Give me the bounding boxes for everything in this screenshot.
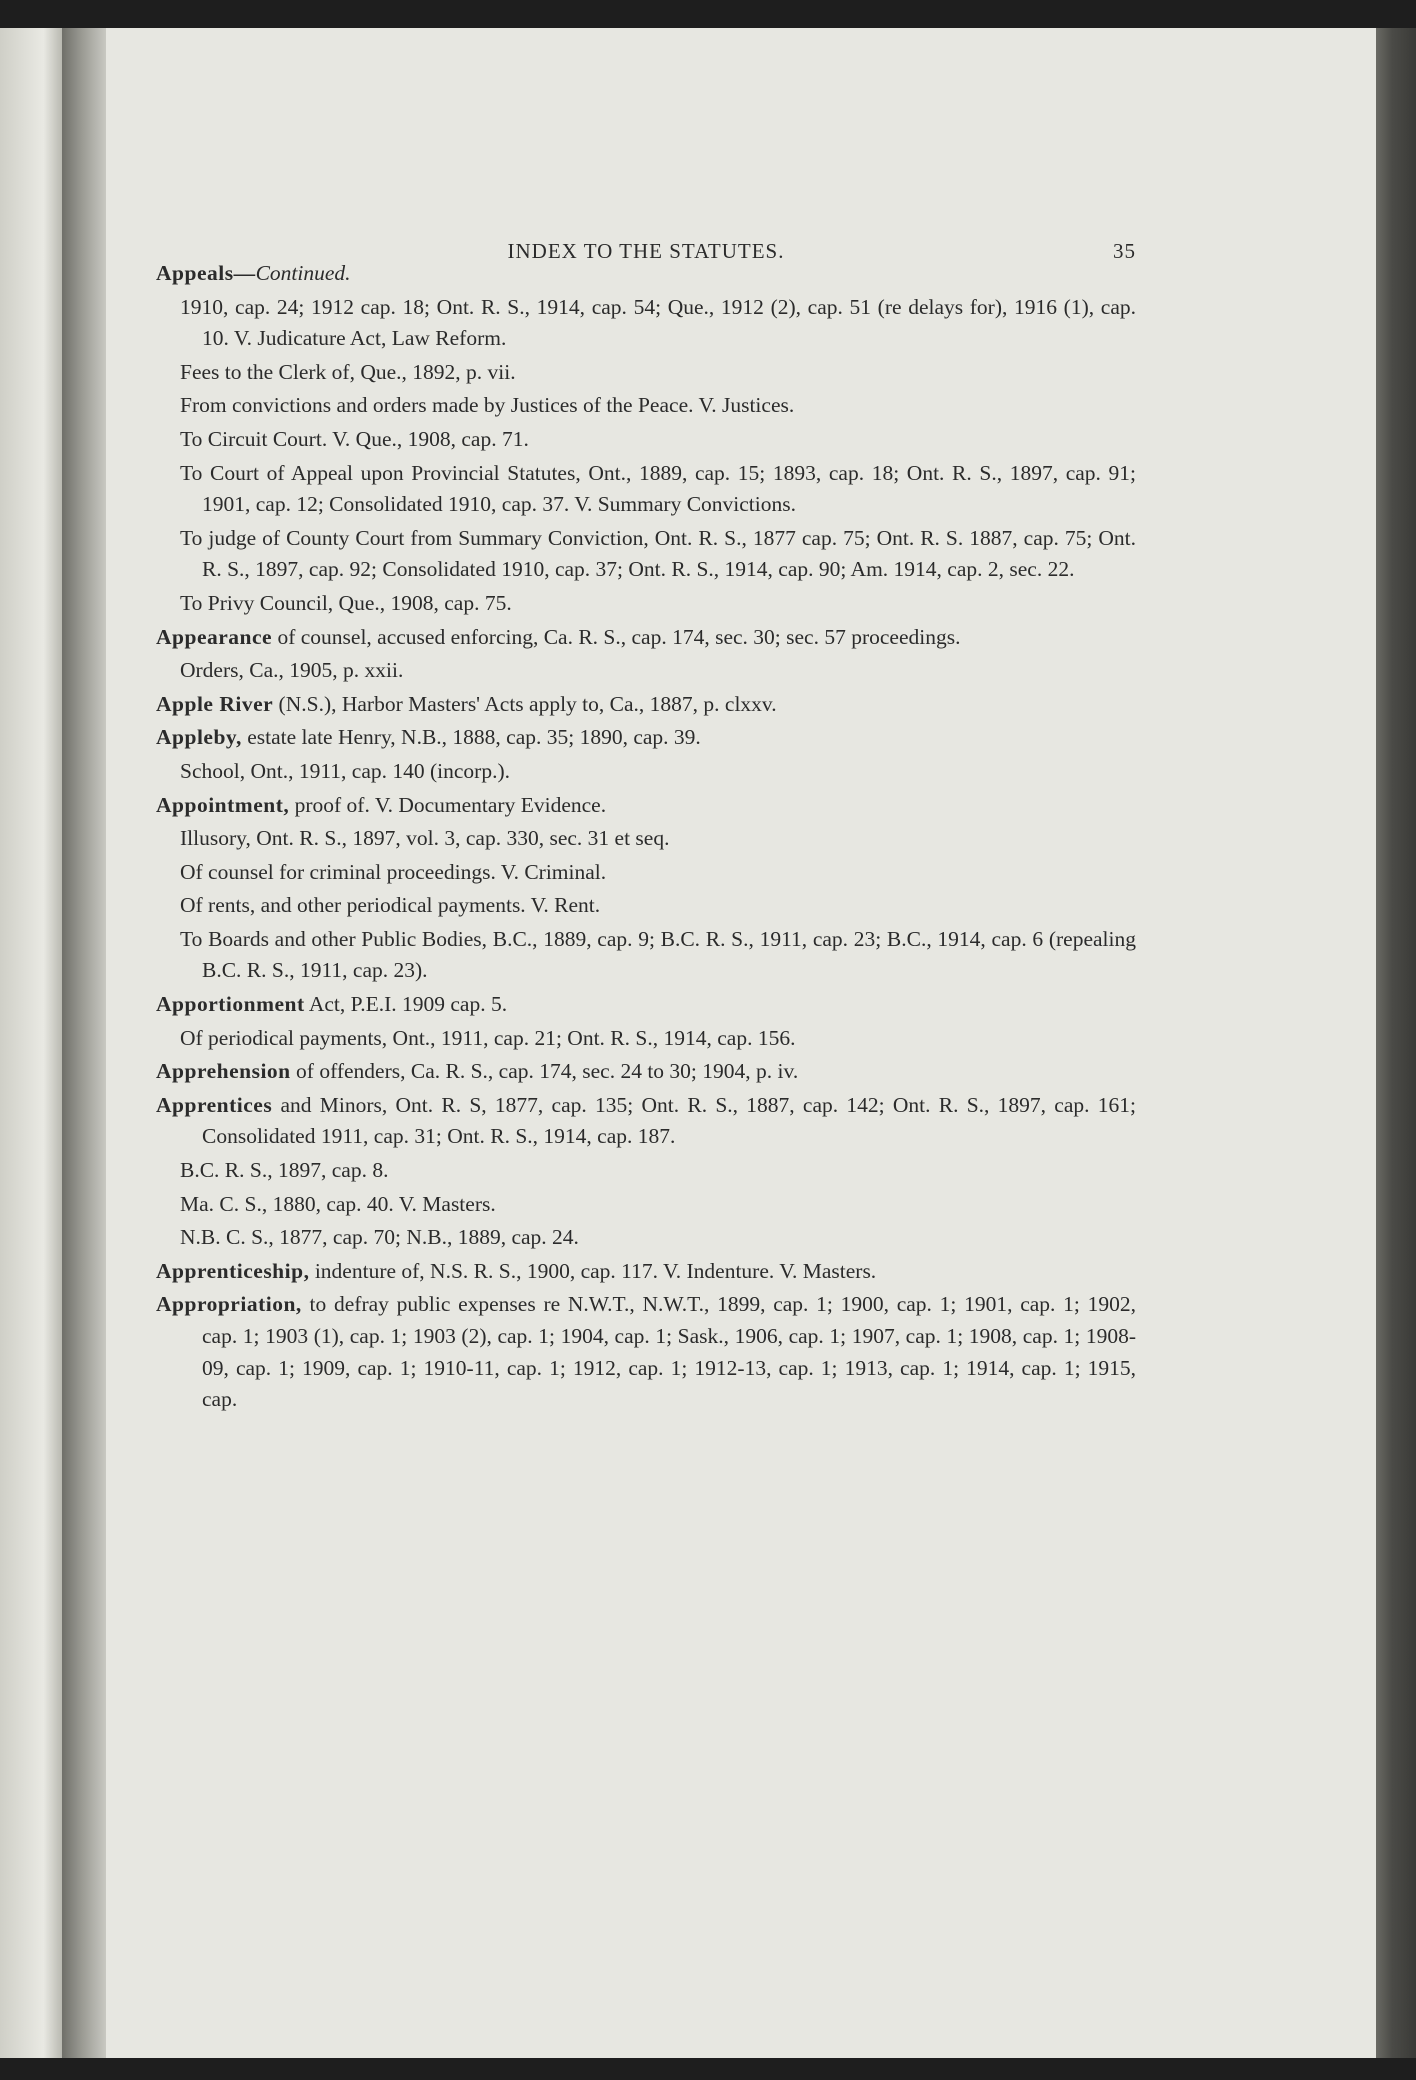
index-text: estate late Henry, N.B., 1888, cap. 35; 1890, cap. 39. (241, 725, 701, 750)
index-headword: Appleby, (156, 725, 242, 750)
index-subentry (156, 424, 1136, 456)
index-text: To Circuit Court. V. Que., 1908, cap. 71. (180, 426, 529, 451)
index-subentry (156, 756, 1136, 788)
index-entries (156, 258, 1136, 1416)
index-text: Fees to the Clerk of, Que., 1892, p. vii. (180, 359, 516, 384)
index-headword: Apple River (156, 691, 274, 716)
index-text: proof of. V. Documentary Evidence. (289, 792, 607, 817)
index-entry (156, 622, 1136, 654)
index-text: indenture of, N.S. R. S., 1900, cap. 117. V. Indenture. V. Masters. (309, 1258, 877, 1283)
index-text: N.B. C. S., 1877, cap. 70; N.B., 1889, cap. 24. (180, 1225, 579, 1250)
index-text: School, Ont., 1911, cap. 140 (incorp.). (180, 758, 511, 783)
index-text: To Court of Appeal upon Provincial Statutes, Ont., 1889, cap. 15; 1893, cap. 18; Ont. R. S., 1897, cap. 91; 1901, cap. 12; Consolidated 1910, cap. 37. V. Summary Convictions. (180, 460, 1136, 517)
index-subentry (156, 588, 1136, 620)
running-head (156, 206, 1136, 263)
running-title: INDEX TO THE STATUTES. (507, 239, 785, 263)
index-text: Ma. C. S., 1880, cap. 40. V. Masters. (180, 1191, 496, 1216)
index-text: B.C. R. S., 1897, cap. 8. (180, 1158, 389, 1183)
index-headword: Appeals— (156, 261, 256, 285)
index-headword: Apprenticeship, (156, 1258, 310, 1283)
index-headword: Apprentices (156, 1092, 273, 1117)
index-entry (156, 689, 1136, 721)
index-text: Of counsel for criminal proceedings. V. Criminal. (180, 859, 607, 884)
book-binding (1376, 28, 1416, 2058)
index-headword: Appearance (156, 624, 273, 649)
index-headword: Appointment, (156, 792, 290, 817)
index-text: Act, P.E.I. 1909 cap. 5. (304, 992, 508, 1017)
index-subentry (156, 390, 1136, 422)
index-subentry (156, 292, 1136, 355)
page-number: 35 (1113, 239, 1136, 263)
index-subentry (156, 1023, 1136, 1055)
index-entry (156, 989, 1136, 1021)
index-text: Illusory, Ont. R. S., 1897, vol. 3, cap. 330, sec. 31 et seq. (180, 826, 670, 851)
index-entry (156, 790, 1136, 822)
index-text: From convictions and orders made by Justices of the Peace. V. Justices. (180, 393, 795, 418)
index-subentry (156, 1189, 1136, 1221)
index-subentry (156, 890, 1136, 922)
index-entry (156, 1056, 1136, 1088)
spine-shadow (62, 28, 106, 2058)
index-text: of offenders, Ca. R. S., cap. 174, sec. 24 to 30; 1904, p. iv. (290, 1059, 799, 1084)
index-subentry (156, 823, 1136, 855)
page-text (156, 206, 1136, 1418)
left-page-edge (0, 28, 62, 2058)
index-entry (156, 1256, 1136, 1288)
index-text: to defray public expenses re N.W.T., N.W.T., 1899, cap. 1; 1900, cap. 1; 1901, cap. 1; 1902, cap. 1; 1903 (1), cap. 1; 1903 (2), cap. 1; 1904, cap. 1; Sask., 1906, cap. 1; 1907, cap. 1; 1908, cap. 1; 1908-09, cap. 1; 1909, cap. 1; 1910-11, cap. 1; 1912, cap. 1; 1912-13, cap. 1; 1913, cap. 1; 1914, cap. 1; 1915, cap. (202, 1292, 1136, 1412)
index-text: Of periodical payments, Ont., 1911, cap. 21; Ont. R. S., 1914, cap. 156. (180, 1025, 796, 1050)
index-headword: Apprehension (156, 1059, 291, 1084)
index-text: To Privy Council, Que., 1908, cap. 75. (180, 590, 512, 615)
index-text: (N.S.), Harbor Masters' Acts apply to, Ca., 1887, p. clxxv. (273, 691, 777, 716)
index-headword: Apportionment (156, 992, 305, 1017)
index-text: of counsel, accused enforcing, Ca. R. S., cap. 174, sec. 30; sec. 57 proceedings. (272, 624, 961, 649)
index-headword: Appropriation, (156, 1292, 302, 1317)
index-subentry (156, 1222, 1136, 1254)
index-subentry (156, 523, 1136, 586)
index-subentry (156, 357, 1136, 389)
index-text: To Boards and other Public Bodies, B.C., 1889, cap. 9; B.C. R. S., 1911, cap. 23; B.C., 1914, cap. 6 (repealing B.C. R. S., 1911, cap. 23). (180, 926, 1136, 983)
index-text: To judge of County Court from Summary Conviction, Ont. R. S., 1877 cap. 75; Ont. R. S. 1887, cap. 75; Ont. R. S., 1897, cap. 92; Consolidated 1910, cap. 37; Ont. R. S., 1914, cap. 90; Am. 1914, cap. 2, sec. 22. (180, 525, 1136, 582)
index-entry (156, 1090, 1136, 1153)
index-text: Orders, Ca., 1905, p. xxii. (180, 658, 404, 683)
index-subentry (156, 1155, 1136, 1187)
continued-label: Continued. (255, 261, 351, 285)
index-text: 1910, cap. 24; 1912 cap. 18; Ont. R. S., 1914, cap. 54; Que., 1912 (2), cap. 51 (re delays for), 1916 (1), cap. 10. V. Judicature Act, Law Reform. (180, 294, 1136, 351)
index-text: and Minors, Ont. R. S, 1877, cap. 135; Ont. R. S., 1887, cap. 142; Ont. R. S., 1897, cap. 161; Consolidated 1911, cap. 31; Ont. R. S., 1914, cap. 187. (202, 1092, 1136, 1149)
index-entry (156, 722, 1136, 754)
index-text: Of rents, and other periodical payments. V. Rent. (180, 893, 601, 918)
index-entry (156, 1289, 1136, 1415)
index-subentry (156, 655, 1136, 687)
index-subentry (156, 458, 1136, 521)
index-subentry (156, 857, 1136, 889)
index-subentry (156, 924, 1136, 987)
